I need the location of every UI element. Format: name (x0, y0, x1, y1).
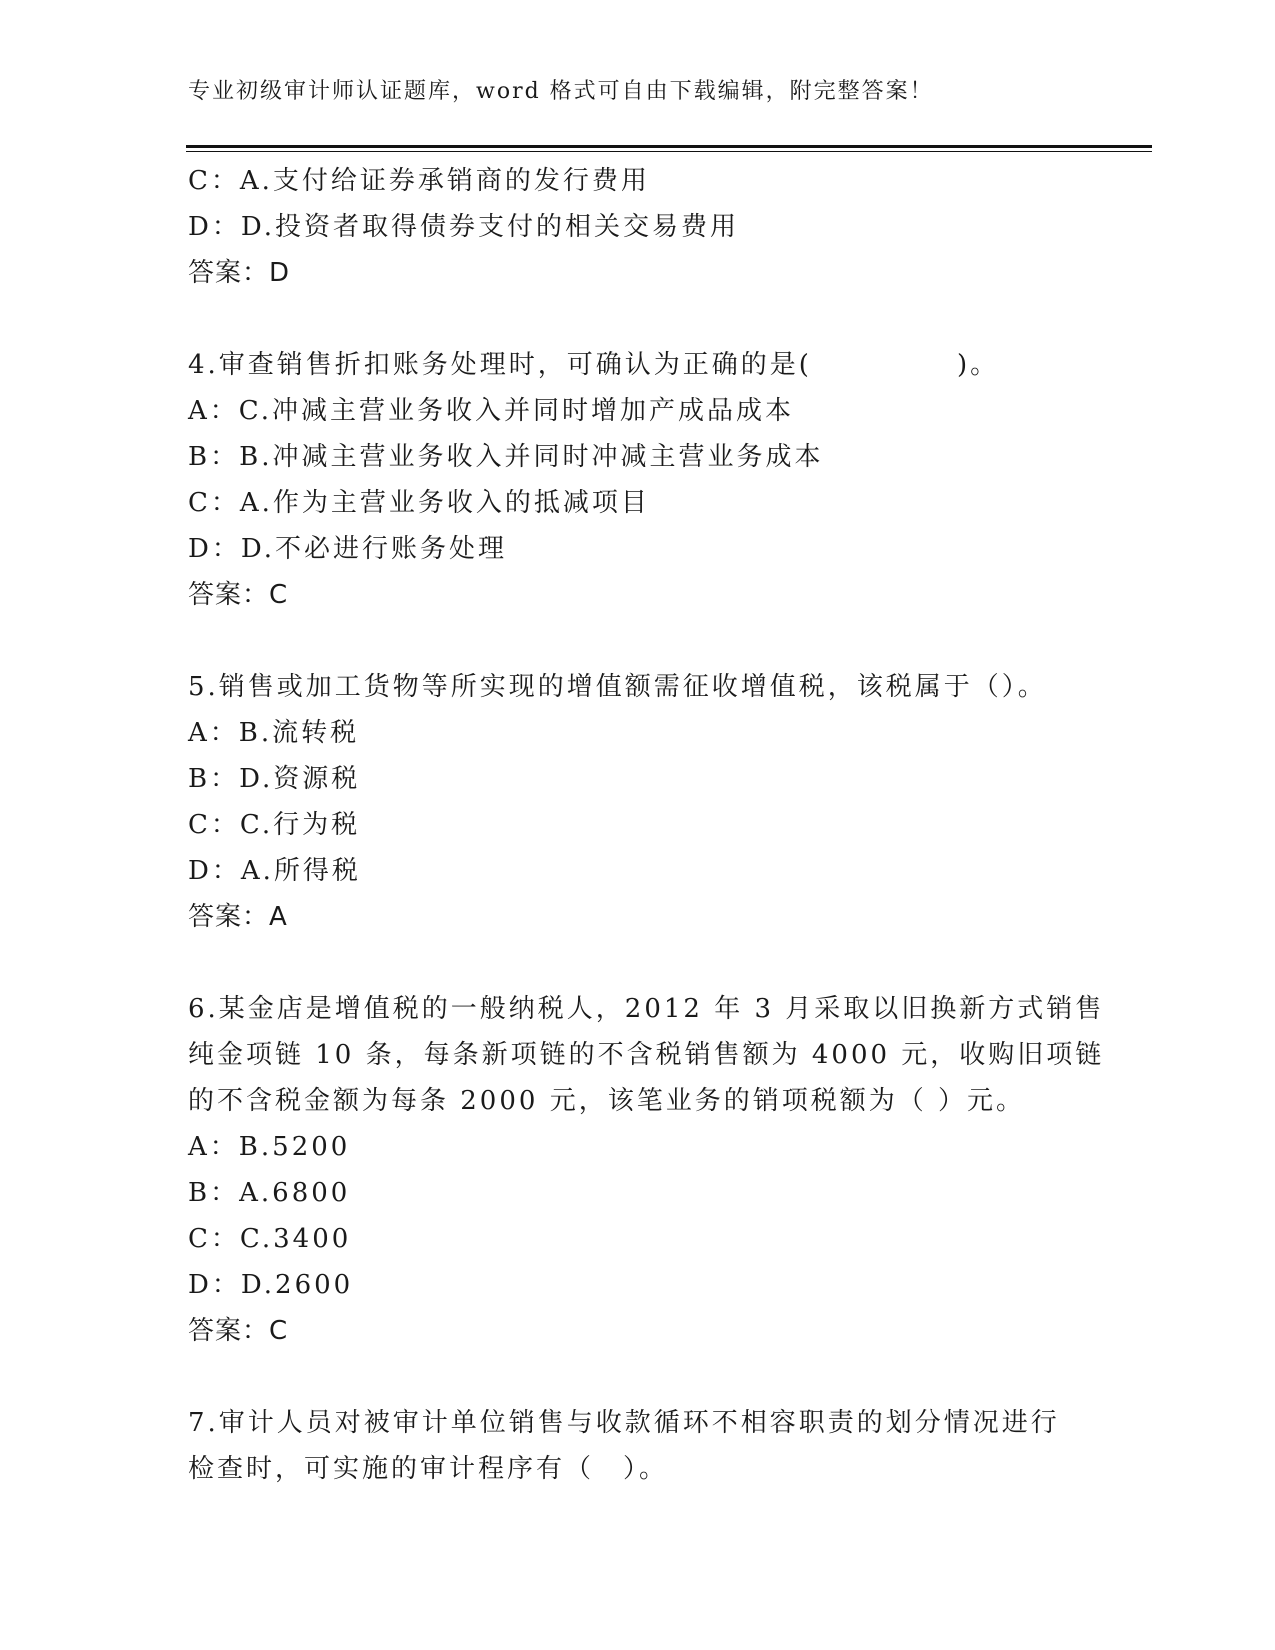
question-7 (188, 1400, 1088, 1492)
option-line: A：C.冲减主营业务收入并同时增加产成品成本 (188, 396, 795, 426)
question-stem: 纯金项链 10 条，每条新项链的不含税销售额为 4000 元，收购旧项链 (188, 1040, 1105, 1070)
spacer (188, 940, 1088, 986)
question-5 (188, 664, 1088, 940)
question-stem: 7.审计人员对被审计单位销售与收款循环不相容职责的划分情况进行 (188, 1408, 1060, 1438)
option-line: B：A.6800 (188, 1178, 351, 1208)
spacer (188, 296, 1088, 342)
question-stem: 5.销售或加工货物等所实现的增值额需征收增值税，该税属于（）。 (188, 672, 1047, 702)
option-line: D：D.2600 (188, 1270, 354, 1300)
option-line: A：B.5200 (188, 1132, 351, 1162)
option-line: C：C.行为税 (188, 810, 361, 840)
header-rule-thick (186, 145, 1152, 148)
answer-line: 答案：C (188, 1316, 289, 1346)
question-stem: 检查时，可实施的审计程序有（ ）。 (188, 1454, 669, 1484)
question-stem: 6.某金店是增值税的一般纳税人，2012 年 3 月采取以旧换新方式销售 (188, 994, 1105, 1024)
question-stem: 的不含税金额为每条 2000 元，该笔业务的销项税额为（ ）元。 (188, 1086, 1025, 1116)
spacer (188, 618, 1088, 664)
option-line: C：C.3400 (188, 1224, 352, 1254)
option-line: C：A.支付给证券承销商的发行费用 (188, 166, 650, 196)
prev-question-options (188, 158, 1088, 250)
answer-line: 答案：A (188, 902, 288, 932)
question-list (188, 158, 1105, 1492)
option-line: A：B.流转税 (188, 718, 360, 748)
option-line: D：A.所得税 (188, 856, 361, 886)
answer-line: 答案：C (188, 580, 289, 610)
option-line: C：A.作为主营业务收入的抵减项目 (188, 488, 650, 518)
question-4 (188, 342, 1088, 618)
question-6 (188, 986, 1105, 1354)
option-line: B：D.资源税 (188, 764, 361, 794)
header-rule-thin (186, 151, 1152, 152)
option-line: D：D.不必进行账务处理 (188, 534, 508, 564)
option-line: D：D.投资者取得债券支付的相关交易费用 (188, 212, 740, 242)
question-stem: 4.审查销售折扣账务处理时，可确认为正确的是( )。 (188, 350, 1000, 380)
page-header: 专业初级审计师认证题库，word 格式可自由下载编辑，附完整答案！ (188, 79, 934, 104)
spacer (188, 1354, 1088, 1400)
answer-line: 答案：D (188, 258, 291, 288)
option-line: B：B.冲减主营业务收入并同时冲减主营业务成本 (188, 442, 824, 472)
